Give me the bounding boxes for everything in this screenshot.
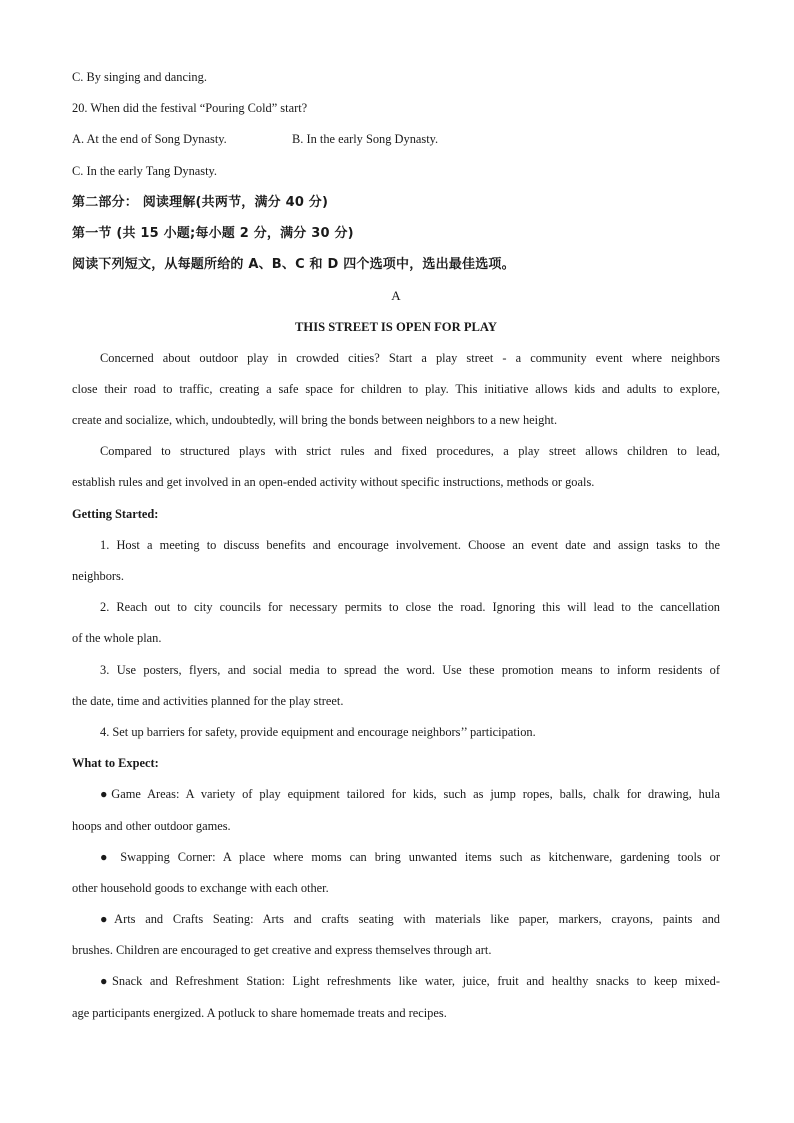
instruction: 阅读下列短文，从每题所给的 A、B、C 和 D 四个选项中，选出最佳选项。: [72, 257, 515, 273]
q20-option-c: C. In the early Tang Dynasty.: [72, 163, 218, 178]
list-item: [72, 717, 720, 748]
paragraph-line: create and socialize, which, undoubtedly, will bring the bonds between neighbors to a new height.: [72, 413, 558, 428]
paragraph-line: Concerned about outdoor play in crowded cities? Start a play street - a community event where neighbors: [100, 350, 720, 365]
list-item: [72, 530, 720, 592]
item-line: ●Game Areas: A variety of play equipment tailored for kids, such as jump ropes, balls, chalk for drawing, hula: [100, 787, 720, 802]
q20-option-b: B. In the early Song Dynasty.: [292, 132, 439, 147]
item-line: age participants energized. A potluck to share homemade treats and recipes.: [72, 1005, 447, 1020]
q20-options-row: [72, 124, 720, 155]
list-item: [72, 904, 720, 966]
paragraph-1: [72, 343, 720, 437]
item-line: 1. Host a meeting to discuss benefits and encourage involvement. Choose an event date and assign tasks to the: [100, 537, 720, 552]
q20-stem: 20. When did the festival “Pouring Cold” start?: [72, 101, 308, 116]
item-line: of the whole plan.: [72, 631, 162, 646]
paragraph-2: [72, 436, 720, 498]
item-line: brushes. Children are encouraged to get creative and express themselves through art.: [72, 943, 492, 958]
getting-started-heading: Getting Started:: [72, 506, 159, 521]
passage-title: THIS STREET IS OPEN FOR PLAY: [295, 319, 497, 334]
item-line: 2. Reach out to city councils for necessary permits to close the road. Ignoring this will lead to the cancellation: [100, 600, 720, 615]
passage-letter: A: [391, 288, 401, 304]
list-item: [72, 779, 720, 841]
exam-page: [72, 62, 720, 1029]
paragraph-line: establish rules and get involved in an open-ended activity without specific instructions, methods or goals.: [72, 475, 595, 490]
paragraph-line: close their road to traffic, creating a safe space for children to play. This initiative allows kids and adults to explore,: [72, 381, 720, 396]
q19-option-c: C. By singing and dancing.: [72, 70, 207, 84]
item-line: 3. Use posters, flyers, and social media to spread the word. Use these promotion means to inform residents of: [100, 662, 720, 677]
item-line: ●Snack and Refreshment Station: Light refreshments like water, juice, fruit and healthy snacks to keep mixed-: [100, 974, 720, 989]
list-item: [72, 655, 720, 717]
item-line: other household goods to exchange with each other.: [72, 880, 329, 895]
subsection-heading: 第一节 (共 15 小题;每小题 2 分，满分 30 分): [72, 225, 354, 241]
item-line: ● Swapping Corner: A place where moms can bring unwanted items such as kitchenware, gardening tools or: [100, 849, 720, 864]
paragraph-line: Compared to structured plays with strict rules and fixed procedures, a play street allows children to lead,: [100, 444, 720, 459]
part-heading: 第二部分： 阅读理解(共两节，满分 40 分): [72, 194, 329, 210]
item-line: ●Arts and Crafts Seating: Arts and crafts seating with materials like paper, markers, crayons, paints and: [100, 912, 720, 927]
item-line: the date, time and activities planned for the play street.: [72, 693, 344, 708]
list-item: [72, 842, 720, 904]
list-item: [72, 592, 720, 654]
list-item: [72, 966, 720, 1028]
q20-option-a: A. At the end of Song Dynasty.: [72, 132, 227, 147]
what-to-expect-heading: What to Expect:: [72, 756, 159, 771]
item-line: neighbors.: [72, 569, 124, 583]
item-line: hoops and other outdoor games.: [72, 818, 231, 833]
item-line: 4. Set up barriers for safety, provide equipment and encourage neighbors’’ participation.: [100, 724, 536, 739]
